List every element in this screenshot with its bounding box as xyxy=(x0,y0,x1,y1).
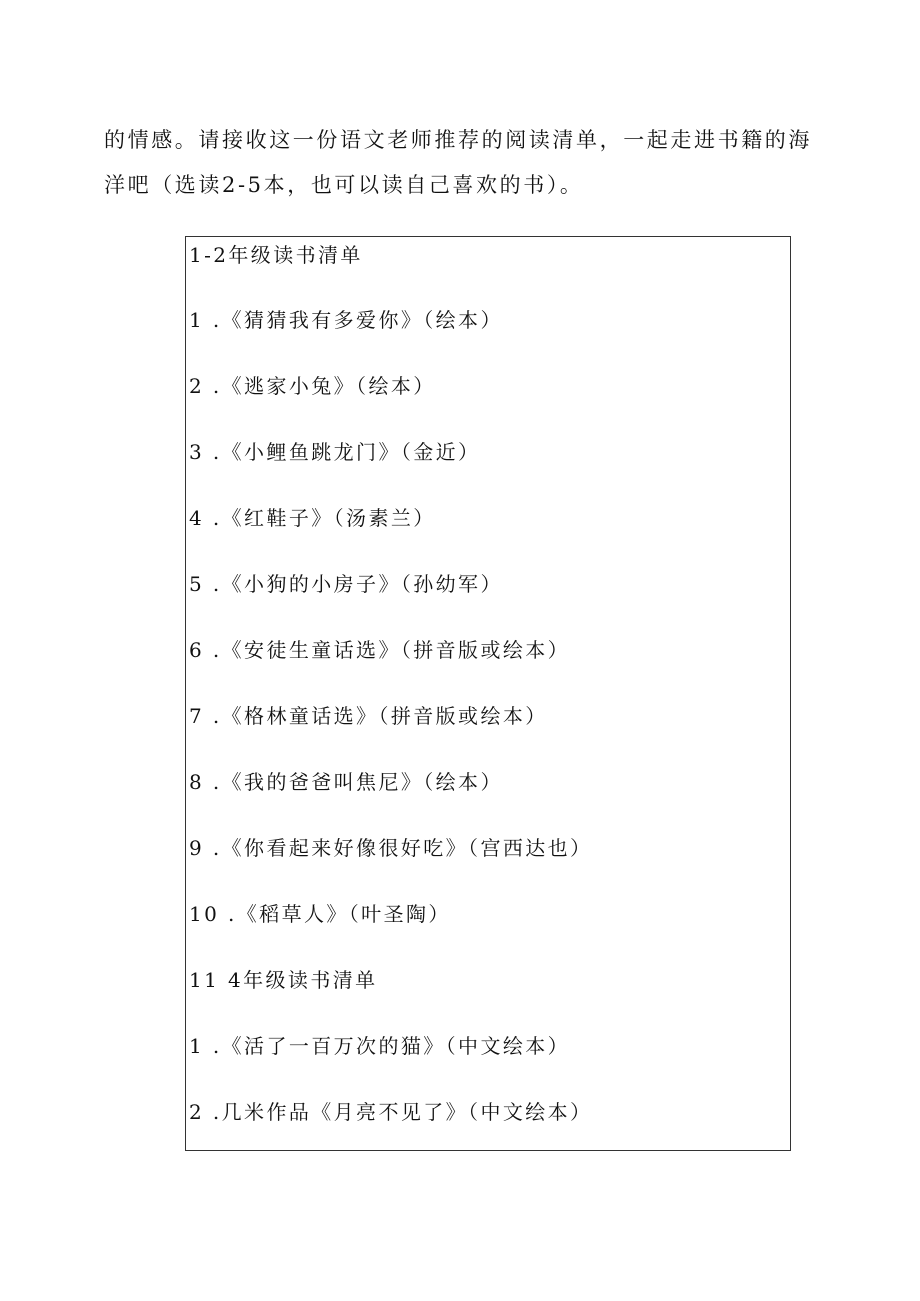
list-heading-grade-4: 11 4年级读书清单 xyxy=(189,968,378,992)
list-item: 7 .《格林童话选》（拼音版或绘本） xyxy=(189,704,548,728)
intro-paragraph xyxy=(104,118,812,208)
list-item: 2 .几米作品《月亮不见了》（中文绘本） xyxy=(189,1100,593,1124)
list-item: 1 .《活了一百万次的猫》（中文绘本） xyxy=(189,1034,571,1058)
list-item: 6 .《安徒生童话选》（拼音版或绘本） xyxy=(189,638,571,662)
list-item: 8 .《我的爸爸叫焦尼》（绘本） xyxy=(189,770,503,794)
reading-list-table xyxy=(185,236,791,1151)
list-heading-grade-1-2: 1-2年级读书清单 xyxy=(189,243,363,267)
list-item: 5 .《小狗的小房子》（孙幼军） xyxy=(189,572,503,596)
list-item: 1 .《猜猜我有多爱你》（绘本） xyxy=(189,308,503,332)
list-item: 4 .《红鞋子》（汤素兰） xyxy=(189,506,436,530)
list-item: 2 .《逃家小兔》（绘本） xyxy=(189,374,436,398)
list-item: 3 .《小鲤鱼跳龙门》（金近） xyxy=(189,440,481,464)
list-item: 10 .《稻草人》（叶圣陶） xyxy=(189,902,451,926)
intro-line-2: 洋吧（选读2-5本，也可以读自己喜欢的书）。 xyxy=(104,173,584,197)
intro-line-1: 的情感。请接收这一份语文老师推荐的阅读清单，一起走进书籍的海 xyxy=(104,128,812,152)
list-item: 9 .《你看起来好像很好吃》（宫西达也） xyxy=(189,836,593,860)
